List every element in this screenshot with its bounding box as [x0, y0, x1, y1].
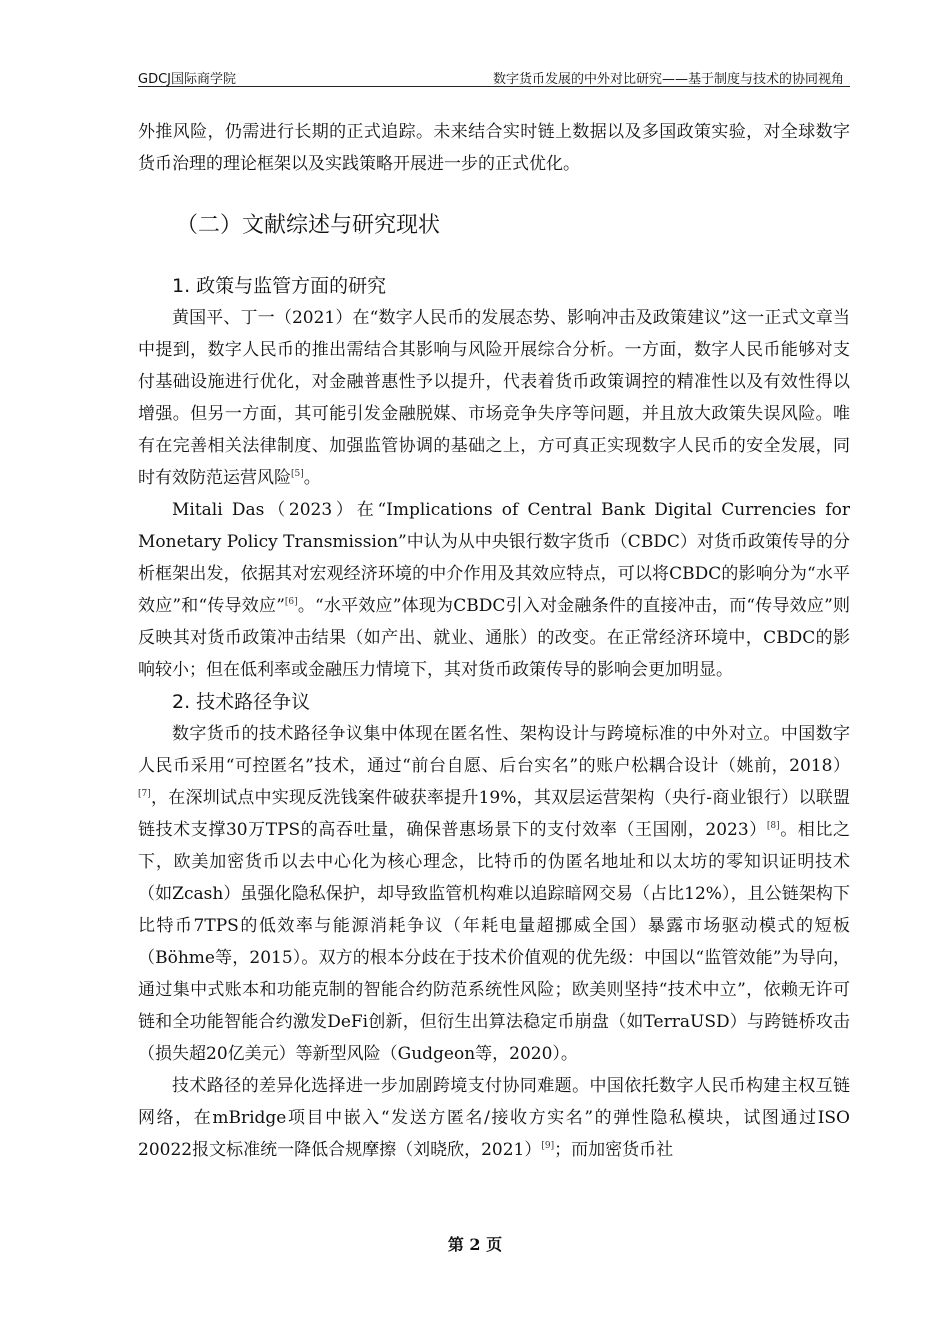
paragraph-mitali-das — [138, 494, 850, 686]
citation-ref: [8] — [766, 821, 780, 831]
subsection-heading-technology: 2. 技术路径争议 — [172, 691, 311, 713]
intro-paragraph: 外推风险，仍需进行长期的正式追踪。未来结合实时链上数据以及多国政策实验，对全球数字货币治理的理论框架以及实践策略开展进一步的正式优化。 — [138, 122, 850, 174]
header-institution: GDCJ国际商学院 — [138, 72, 236, 87]
intro-paragraph-block — [138, 116, 850, 180]
paragraph-text: ；而加密货币社 — [554, 1140, 674, 1160]
paragraph-text: ，在深圳试点中实现反洗钱案件破获率提升19%，其双层运营架构（央行-商业银行）以联盟链技术支撑30万TPS的高吞吐量，确保普惠场景下的支付效率（王国刚，2023） — [138, 788, 850, 840]
header-title: 数字货币发展的中外对比研究——基于制度与技术的协同视角 — [492, 72, 844, 87]
paragraph-end: 。 — [303, 468, 321, 488]
citation-ref: [9] — [541, 1141, 555, 1151]
paragraph-tech-path — [138, 718, 850, 1070]
paragraph-text: 。相比之下，欧美加密货币以去中心化为核心理念，比特币的伪匿名地址和以太坊的零知识证明技术（如Zcash）虽强化隐私保护，却导致监管机构难以追踪暗网交易（占比12%），且公链架构下比特币7TPS的低效率与能源消耗争议（年耗电量超挪威全国）暴露市场驱动模式的短板（Böhme等，2015）。双方的根本分歧在于技术价值观的优先级：中国以“监管效能”为导向，通过集中式账本和功能克制的智能合约防范系统性风险；欧美则坚持“技术中立”，依赖无许可链和全功能智能合约激发DeFi创新，但衍生出算法稳定币崩盘（如TerraUSD）与跨链桥攻击（损失超20亿美元）等新型风险（Gudgeon等，2020）。 — [138, 820, 850, 1064]
subsection-heading-policy: 1. 政策与监管方面的研究 — [172, 275, 387, 297]
paragraph-huang-ding — [138, 302, 850, 494]
paragraph-text: 数字货币的技术路径争议集中体现在匿名性、架构设计与跨境标准的中外对立。中国数字人民币采用“可控匿名”技术，通过“前台自愿、后台实名”的账户松耦合设计（姚前，2018） — [138, 724, 850, 776]
page-number: 第 2 页 — [447, 1235, 503, 1254]
paragraph-text: Mitali Das（2023）在“Implications of Central Bank Digital Currencies for Monetary Policy Transmission”中认为从中央银行数字货币（CBDC）对货币政策传导的分析框架出发，依据其对宏观经济环境的中介作用及其效应特点，可以将CBDC的影响分为“水平效应”和“传导效应” — [138, 500, 850, 616]
section-heading: （二）文献综述与研究现状 — [176, 213, 441, 238]
page-header — [138, 66, 850, 87]
paragraph-cross-border — [138, 1070, 850, 1166]
paragraph-text: 技术路径的差异化选择进一步加剧跨境支付协同难题。中国依托数字人民币构建主权互链网络，在mBridge项目中嵌入“发送方匿名/接收方实名”的弹性隐私模块，试图通过ISO 20022报文标准统一降低合规摩擦（刘晓欣，2021） — [138, 1076, 850, 1160]
main-content — [138, 270, 850, 1166]
paragraph-text: 黄国平、丁一（2021）在“数字人民币的发展态势、影响冲击及政策建议”这一正式文章当中提到，数字人民币的推出需结合其影响与风险开展综合分析。一方面，数字人民币能够对支付基础设施进行优化，对金融普惠性予以提升，代表着货币政策调控的精准性以及有效性得以增强。但另一方面，其可能引发金融脱媒、市场竞争失序等问题，并且放大政策失误风险。唯有在完善相关法律制度、加强监管协调的基础之上，方可真正实现数字人民币的安全发展，同时有效防范运营风险 — [138, 308, 850, 488]
citation-ref: [6] — [284, 597, 298, 607]
citation-ref: [7] — [138, 789, 151, 799]
citation-ref: [5] — [291, 469, 304, 479]
paragraph-text: 。“水平效应”体现为CBDC引入对金融条件的直接冲击，而“传导效应”则反映其对货币政策冲击结果（如产出、就业、通胀）的改变。在正常经济环境中，CBDC的影响较小；但在低利率或金融压力情境下，其对货币政策传导的影响会更加明显。 — [138, 596, 850, 680]
